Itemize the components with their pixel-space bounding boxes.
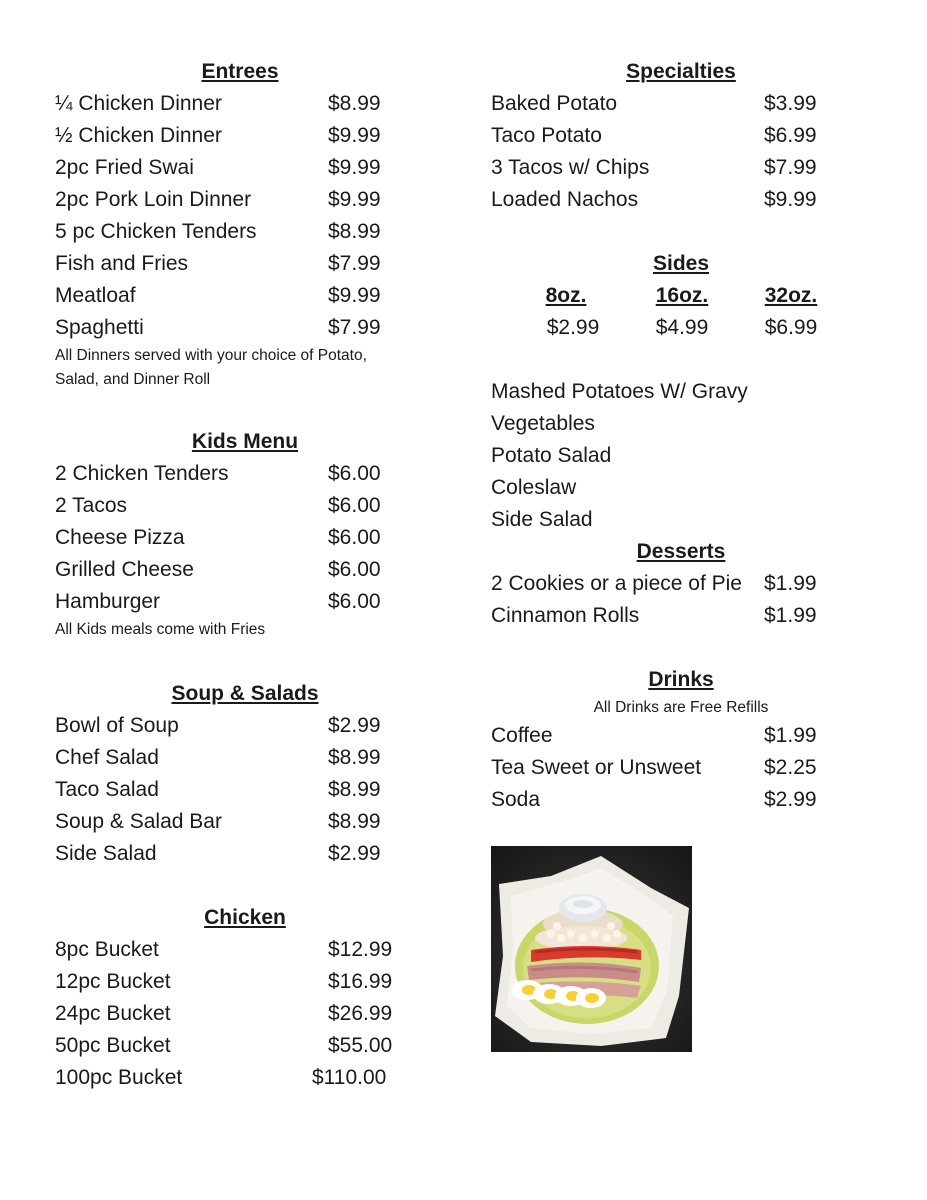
item-price: $2.25 xyxy=(764,756,817,779)
menu-item xyxy=(491,88,871,120)
item-price: $8.99 xyxy=(328,220,381,243)
item-name: 100pc Bucket xyxy=(55,1066,183,1089)
menu-item xyxy=(491,120,871,152)
side-item: Potato Salad xyxy=(491,444,612,467)
item-price: $2.99 xyxy=(328,714,381,737)
menu-item xyxy=(491,784,871,816)
side-item: Coleslaw xyxy=(491,476,577,499)
item-price: $6.99 xyxy=(764,124,817,147)
item-price: $55.00 xyxy=(328,1034,393,1057)
menu-item xyxy=(491,184,871,216)
item-price: $2.99 xyxy=(328,842,381,865)
item-name: ½ Chicken Dinner xyxy=(55,124,222,147)
menu-item xyxy=(491,568,871,600)
menu-item xyxy=(55,522,435,554)
item-name: 24pc Bucket xyxy=(55,1002,171,1025)
item-name: 2 Cookies or a piece of Pie xyxy=(491,572,742,595)
specialties-heading: Specialties xyxy=(626,60,736,83)
size-16oz: 16oz. xyxy=(655,284,709,307)
chicken-heading: Chicken xyxy=(204,906,286,929)
item-price: $6.00 xyxy=(328,494,381,517)
item-price: $8.99 xyxy=(328,778,381,801)
kids-menu-heading: Kids Menu xyxy=(191,430,299,453)
item-name: ¼ Chicken Dinner xyxy=(55,92,222,115)
price-32oz: $6.99 xyxy=(764,316,818,339)
item-price: $7.99 xyxy=(328,252,381,275)
soup-salads-heading: Soup & Salads xyxy=(171,682,319,705)
item-price: $1.99 xyxy=(764,604,817,627)
item-price: $6.00 xyxy=(328,462,381,485)
entrees-note-line-1: All Dinners served with your choice of Potato, xyxy=(55,347,367,364)
menu-item xyxy=(55,88,435,120)
item-price: $7.99 xyxy=(764,156,817,179)
item-name: Hamburger xyxy=(55,590,161,613)
item-name: 50pc Bucket xyxy=(55,1034,171,1057)
item-price: $1.99 xyxy=(764,724,817,747)
size-8oz: 8oz. xyxy=(545,284,587,307)
item-name: 2 Chicken Tenders xyxy=(55,462,229,485)
item-name: Loaded Nachos xyxy=(491,188,639,211)
menu-item xyxy=(491,600,871,632)
item-price: $9.99 xyxy=(328,156,381,179)
sides-heading: Sides xyxy=(652,252,710,275)
desserts-heading: Desserts xyxy=(636,540,726,563)
item-name: 2 Tacos xyxy=(55,494,127,517)
menu-item xyxy=(55,586,435,618)
item-name: Fish and Fries xyxy=(55,252,189,275)
item-price: $6.00 xyxy=(328,590,381,613)
item-name: Taco Potato xyxy=(491,124,602,147)
item-price: $26.99 xyxy=(328,1002,393,1025)
side-item: Vegetables xyxy=(491,412,595,435)
menu-item xyxy=(55,774,435,806)
item-name: Chef Salad xyxy=(55,746,159,769)
right-column xyxy=(491,56,871,816)
item-name: Soup & Salad Bar xyxy=(55,810,222,833)
drinks-heading: Drinks xyxy=(648,668,714,691)
price-16oz: $4.99 xyxy=(655,316,709,339)
menu-item xyxy=(55,248,435,280)
sides-size-header xyxy=(491,280,871,312)
side-item: Mashed Potatoes W/ Gravy xyxy=(491,380,748,403)
item-price: $9.99 xyxy=(328,188,381,211)
item-price: $7.99 xyxy=(328,316,381,339)
item-name: Spaghetti xyxy=(55,316,144,339)
menu-item xyxy=(55,490,435,522)
item-price: $2.99 xyxy=(764,788,817,811)
menu-item xyxy=(55,458,435,490)
menu-item xyxy=(491,752,871,784)
item-name: Cheese Pizza xyxy=(55,526,185,549)
menu-item xyxy=(55,1062,435,1094)
menu-item xyxy=(55,966,435,998)
item-name: Meatloaf xyxy=(55,284,136,307)
item-name: Baked Potato xyxy=(491,92,618,115)
item-price: $1.99 xyxy=(764,572,817,595)
menu-item xyxy=(55,934,435,966)
menu-item xyxy=(55,554,435,586)
item-price: $9.99 xyxy=(328,284,381,307)
item-price: $6.00 xyxy=(328,558,381,581)
drinks-note: All Drinks are Free Refills xyxy=(593,699,769,716)
item-price: $8.99 xyxy=(328,810,381,833)
menu-item xyxy=(55,120,435,152)
item-price: $9.99 xyxy=(764,188,817,211)
menu-item xyxy=(55,152,435,184)
menu-item xyxy=(55,998,435,1030)
item-price: $110.00 xyxy=(312,1066,387,1089)
side-item: Side Salad xyxy=(491,508,593,531)
sides-price-row xyxy=(491,312,871,344)
price-8oz: $2.99 xyxy=(546,316,600,339)
entrees-heading: Entrees xyxy=(201,60,279,83)
menu-item xyxy=(55,312,435,344)
item-price: $6.00 xyxy=(328,526,381,549)
item-name: 12pc Bucket xyxy=(55,970,171,993)
menu-item xyxy=(55,710,435,742)
item-name: Taco Salad xyxy=(55,778,159,801)
item-price: $8.99 xyxy=(328,746,381,769)
item-name: Tea Sweet or Unsweet xyxy=(491,756,702,779)
item-name: Cinnamon Rolls xyxy=(491,604,640,627)
item-name: 2pc Fried Swai xyxy=(55,156,194,179)
menu-item xyxy=(55,1030,435,1062)
item-price: $9.99 xyxy=(328,124,381,147)
item-name: Coffee xyxy=(491,724,553,747)
left-column xyxy=(55,56,435,1094)
kids-note: All Kids meals come with Fries xyxy=(55,621,266,638)
menu-item xyxy=(491,152,871,184)
item-name: 5 pc Chicken Tenders xyxy=(55,220,257,243)
size-32oz: 32oz. xyxy=(764,284,818,307)
item-name: 2pc Pork Loin Dinner xyxy=(55,188,252,211)
item-price: $16.99 xyxy=(328,970,393,993)
item-price: $8.99 xyxy=(328,92,381,115)
item-name: Bowl of Soup xyxy=(55,714,179,737)
item-name: 3 Tacos w/ Chips xyxy=(491,156,650,179)
item-name: Grilled Cheese xyxy=(55,558,194,581)
item-price: $3.99 xyxy=(764,92,817,115)
menu-item xyxy=(55,184,435,216)
menu-item xyxy=(55,806,435,838)
item-price: $12.99 xyxy=(328,938,393,961)
item-name: Side Salad xyxy=(55,842,157,865)
menu-item xyxy=(55,216,435,248)
entrees-note-line-2: Salad, and Dinner Roll xyxy=(55,371,211,388)
menu-item xyxy=(55,280,435,312)
menu-item xyxy=(491,720,871,752)
chef-salad-photo xyxy=(491,846,692,1052)
menu-item xyxy=(55,838,435,870)
item-name: 8pc Bucket xyxy=(55,938,159,961)
menu-item xyxy=(55,742,435,774)
item-name: Soda xyxy=(491,788,541,811)
